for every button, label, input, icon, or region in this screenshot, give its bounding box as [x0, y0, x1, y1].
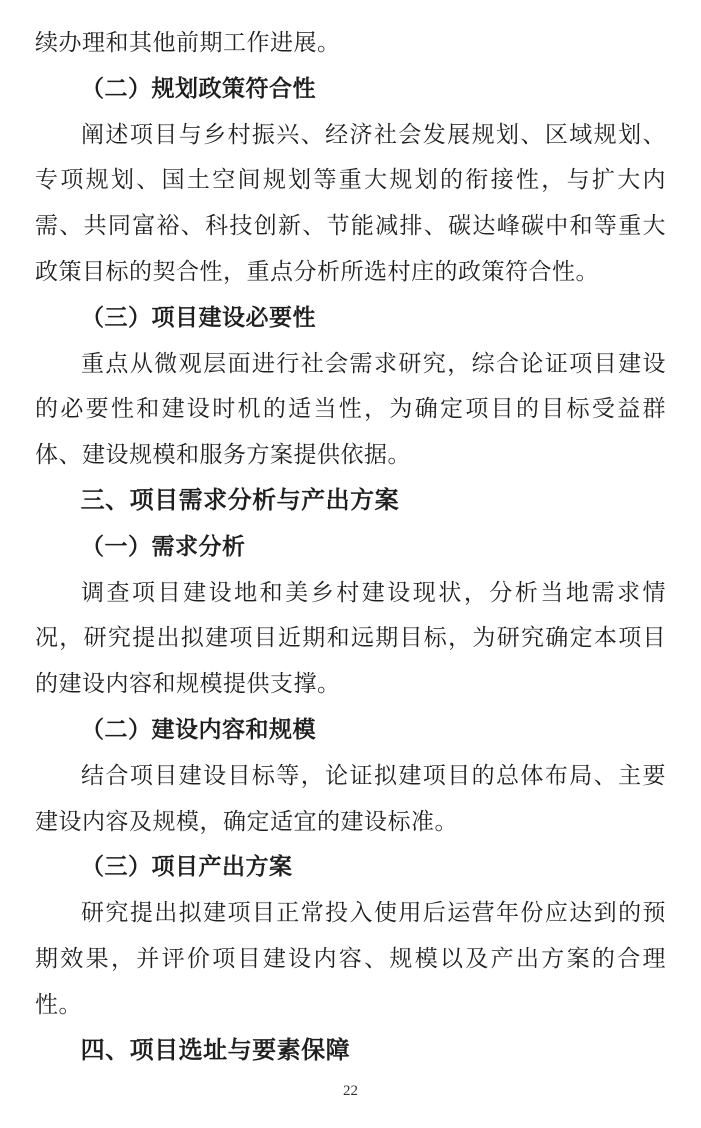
paragraph-project-construction-necessity: 重点从微观层面进行社会需求研究，综合论证项目建设的必要性和建设时机的适当性，为确定项目的目标受益群体、建设规模和服务方案提供依据。: [35, 350, 666, 468]
subsection-heading-planning-policy-conformity: （二）规划政策符合性: [81, 75, 316, 101]
paragraph-project-output-plan: 研究提出拟建项目正常投入使用后运营年份应达到的预期效果，并评价项目建设内容、规模以及产出方案的合理性。: [35, 900, 666, 1017]
paragraph-demand-analysis: 调查项目建设地和美乡村建设现状，分析当地需求情况，研究提出拟建项目近期和远期目标，为研究确定本项目的建设内容和规模提供支撑。: [35, 579, 666, 697]
subsection-heading-project-construction-necessity: （三）项目建设必要性: [81, 304, 316, 330]
paragraph-construction-content-scale: 结合项目建设目标等，论证拟建项目的总体布局、主要建设内容及规模，确定适宜的建设标准。: [35, 762, 666, 834]
section-heading-site-selection-factor-guarantee: 四、项目选址与要素保障: [80, 1036, 351, 1064]
subsection-heading-construction-content-scale: （二）建设内容和规模: [81, 716, 316, 742]
subsection-heading-demand-analysis: （一）需求分析: [81, 533, 246, 559]
paragraph-planning-policy-conformity: 阐述项目与乡村振兴、经济社会发展规划、区域规划、专项规划、国土空间规划等重大规划的衔接性，与扩大内需、共同富裕、科技创新、节能减排、碳达峰碳中和等重大政策目标的契合性，重点分析所选村庄的政策符合性。: [35, 121, 666, 284]
section-heading-demand-analysis-output-plan: 三、项目需求分析与产出方案: [80, 486, 400, 514]
subsection-heading-project-output-plan: （三）项目产出方案: [81, 854, 293, 880]
body-text-continuation: 续办理和其他前期工作进展。: [35, 30, 341, 55]
page-number: 22: [343, 1083, 358, 1099]
